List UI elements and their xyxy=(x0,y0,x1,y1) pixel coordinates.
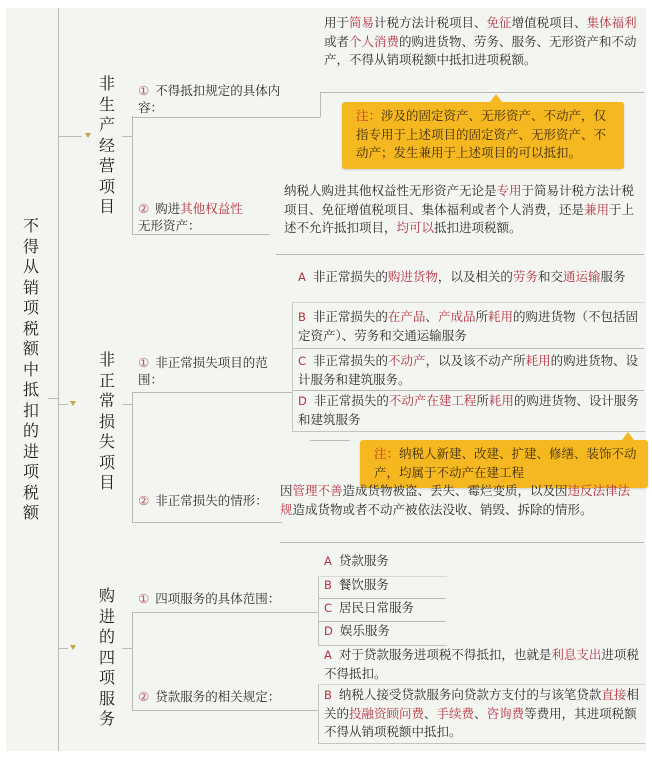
text-segment: 或者 xyxy=(324,33,350,49)
sub-underline xyxy=(320,92,644,93)
note-tag: 注： xyxy=(374,446,400,461)
branch-title-text: 非正常损失项目 xyxy=(98,350,115,492)
text-segment: 贷款服务 xyxy=(338,553,389,568)
text-segment: 抵扣进项税额。 xyxy=(434,220,522,235)
branch-marker-icon xyxy=(70,645,76,650)
list-item-B xyxy=(320,686,644,742)
branch-stub xyxy=(122,648,132,649)
sub-bracket xyxy=(132,612,133,710)
text-segment: 进项税不得抵扣。 xyxy=(324,647,639,681)
branch-marker-icon xyxy=(70,401,76,406)
list-item-D xyxy=(320,622,448,641)
text-segment: 非正常损失的 xyxy=(313,393,389,408)
sub-underline xyxy=(132,710,318,711)
sub-label-text: 非正常损失项目的范围： xyxy=(138,355,268,387)
highlight-text: 耗用 xyxy=(487,309,513,324)
text-segment: 用于 xyxy=(324,15,350,30)
text-segment: 的购进货物、设计服务和建筑服务。 xyxy=(298,353,639,387)
sub-label-text: 不得抵扣规定的具体内容： xyxy=(138,83,281,115)
text-segment: 和交 xyxy=(537,269,563,284)
text-segment: 娱乐服务 xyxy=(339,623,390,638)
sub-bracket xyxy=(132,116,133,234)
text-segment: 增值税项目、 xyxy=(511,15,587,30)
text-segment: 的购进货物、设计服务和建筑服务 xyxy=(298,393,639,427)
root-title xyxy=(22,216,40,524)
highlight-text: 不动产在建工程 xyxy=(388,393,477,408)
note-construction-in-progress xyxy=(360,440,648,488)
label-highlight: 其他权益性 xyxy=(180,201,243,216)
sub-label-loss-scope xyxy=(138,354,284,388)
sub-underline xyxy=(132,392,282,393)
sub-riser xyxy=(320,92,321,117)
text-segment: 纳税人接受贷款服务向贷款方支付的与该笔贷款 xyxy=(338,687,602,702)
item-letter: A xyxy=(324,554,332,568)
circled-number: ② xyxy=(138,493,150,508)
text-segment: 等费用，其进项税额不得从销项税额中抵扣。 xyxy=(324,705,637,739)
highlight-text: 均可以 xyxy=(396,220,435,235)
circled-number: ① xyxy=(138,355,150,370)
sub-label-loan-rules xyxy=(138,688,318,705)
highlight-text: 在产品 xyxy=(387,309,426,324)
circled-number: ② xyxy=(138,201,150,216)
list-item-B xyxy=(294,308,642,345)
sub-label-other-equity-intangibles xyxy=(138,200,278,234)
highlight-text: 劳务 xyxy=(512,269,538,284)
highlight-text: 管理不善 xyxy=(292,483,343,498)
list-item-D xyxy=(294,392,642,429)
highlight-text: 购进货物 xyxy=(387,269,438,284)
text-segment: ，以及相关的 xyxy=(437,269,513,284)
sub-label-loss-situations xyxy=(138,492,278,509)
note-text: 纳税人新建、改建、扩建、修缮、装饰不动产，均属于不动产在建工程 xyxy=(374,446,637,480)
branch-stub xyxy=(122,136,132,137)
branch-connector xyxy=(58,404,68,405)
text-segment: 非正常损失的 xyxy=(312,269,388,284)
sub-underline xyxy=(280,542,644,543)
rule-text-nonproduction xyxy=(324,14,642,70)
label-post: 无形资产： xyxy=(138,218,201,233)
list-item-A xyxy=(320,552,448,571)
text-segment: 、 xyxy=(474,705,487,721)
text-segment: 、 xyxy=(424,705,437,721)
sub-underline xyxy=(132,234,270,235)
sub-underline xyxy=(132,117,320,118)
highlight-text: 专用 xyxy=(496,183,522,198)
branch-connector xyxy=(58,648,68,649)
highlight-text: 兼用 xyxy=(584,201,610,217)
item-letter: B xyxy=(324,688,332,702)
text-segment: 餐饮服务 xyxy=(338,577,389,592)
highlight-text: 耗用 xyxy=(525,353,551,368)
branch-stub xyxy=(122,404,132,405)
text-segment: 服务 xyxy=(600,269,626,284)
text-segment: 、 xyxy=(425,309,438,324)
note-text: 涉及的固定资产、无形资产、不动产，仅指专用于上述项目的固定资产、无形资产、不动产；发生兼用于上述项目的可以抵扣。 xyxy=(356,108,607,160)
note-fixed-assets xyxy=(342,102,624,169)
branch-title-abnormal-loss xyxy=(98,350,116,494)
highlight-text: 违反法律法规 xyxy=(280,483,631,517)
list-item-C xyxy=(294,352,642,389)
text-segment: ，以及该不动产所 xyxy=(425,353,526,368)
highlight-text: 不动产 xyxy=(388,353,426,368)
box-connector xyxy=(282,392,292,393)
item-letter: A xyxy=(298,270,306,284)
list-item-C xyxy=(320,599,448,618)
branch-title-text: 购进的四项服务 xyxy=(98,586,115,728)
branch-title-nonproduction xyxy=(98,74,116,218)
highlight-text: 直接 xyxy=(601,687,627,702)
item-letter: D xyxy=(298,394,307,408)
note-tag: 注： xyxy=(356,108,382,123)
text-segment: 于上述不允许抵扣项目， xyxy=(284,201,635,235)
text-segment: 的购进货物（不包括固定资产）、劳务和交通运输服务 xyxy=(298,309,638,343)
text-segment: 造成货物或者不动产被依法没收、销毁、拆除的情形。 xyxy=(292,501,593,517)
sub-label-specific-content xyxy=(138,82,298,116)
item-divider xyxy=(292,390,644,391)
highlight-text: 咨询费 xyxy=(486,705,525,721)
text-segment: 非正常损失的 xyxy=(312,309,388,324)
item-letter: C xyxy=(324,601,333,615)
note-connector xyxy=(310,440,350,441)
text-segment: 居民日常服务 xyxy=(339,600,415,615)
highlight-text: 通运输 xyxy=(562,269,601,284)
text-segment: 计税方法计税项目、 xyxy=(374,15,487,30)
highlight-text: 免征 xyxy=(486,15,512,30)
text-segment: 相关的 xyxy=(324,687,639,721)
circled-number: ② xyxy=(138,689,150,704)
sub-underline xyxy=(132,612,318,613)
highlight-text: 利息支出 xyxy=(551,647,602,662)
highlight-text: 产成品 xyxy=(437,309,476,324)
branch-connector xyxy=(58,136,82,137)
text-segment: 因 xyxy=(280,483,293,498)
text-segment: 对于贷款服务进项税不得抵扣，也就是 xyxy=(338,647,552,662)
highlight-text: 简易 xyxy=(349,15,375,30)
sub-label-services-scope xyxy=(138,590,318,607)
circled-number: ① xyxy=(138,83,150,98)
root-title-text: 不得从销项税额中抵扣的进项税额 xyxy=(22,216,39,522)
text-segment: 非正常损失的 xyxy=(313,353,389,368)
trunk-line xyxy=(58,8,59,751)
sub-label-text: 贷款服务的相关规定： xyxy=(155,689,281,704)
text-segment: 造成货物被盗、丢失、霉烂变质，以及因 xyxy=(342,483,568,498)
rule-text-loss-situations xyxy=(280,482,642,519)
item-letter: A xyxy=(324,648,332,662)
text-segment: 于简易计税方法计税项目、免征增值税项目、集体福利或者个人消费，还是 xyxy=(284,183,635,217)
list-item-A xyxy=(320,646,644,683)
mindmap-canvas xyxy=(6,8,646,751)
sub-underline xyxy=(132,522,282,523)
root-connector xyxy=(48,398,58,399)
branch-marker-icon xyxy=(85,133,91,138)
text-segment: 所 xyxy=(475,309,488,324)
text-segment: 的购进货物、劳务、服务、无形资产和不动产，不得从销项税额中抵扣进项税额。 xyxy=(324,33,637,67)
list-item-A xyxy=(294,268,642,287)
text-segment: 纳税人购进其他权益性无形资产无论是 xyxy=(284,183,497,198)
highlight-text: 手续费 xyxy=(436,705,475,721)
branch-title-four-services xyxy=(98,586,116,730)
sub-bracket xyxy=(132,392,133,522)
label-pre: 购进 xyxy=(155,201,181,216)
sub-label-text: 非正常损失的情形： xyxy=(155,493,268,508)
item-letter: B xyxy=(324,578,332,592)
item-divider xyxy=(292,348,644,349)
item-letter: C xyxy=(298,354,307,368)
text-segment: 所 xyxy=(476,393,489,408)
item-letter: D xyxy=(324,624,333,638)
item-letter: B xyxy=(298,310,306,324)
highlight-text: 投融资顾问费 xyxy=(349,705,425,721)
circled-number: ① xyxy=(138,591,150,606)
rule-text-other-equity xyxy=(284,182,642,238)
highlight-text: 个人消费 xyxy=(349,33,400,49)
sub-label-text: 四项服务的具体范围： xyxy=(155,591,281,606)
highlight-text: 耗用 xyxy=(488,393,514,408)
highlight-text: 集体福利 xyxy=(586,15,637,30)
sub-underline xyxy=(276,254,644,255)
branch-title-text: 非生产经营项目 xyxy=(98,74,115,216)
list-item-B xyxy=(320,576,448,595)
